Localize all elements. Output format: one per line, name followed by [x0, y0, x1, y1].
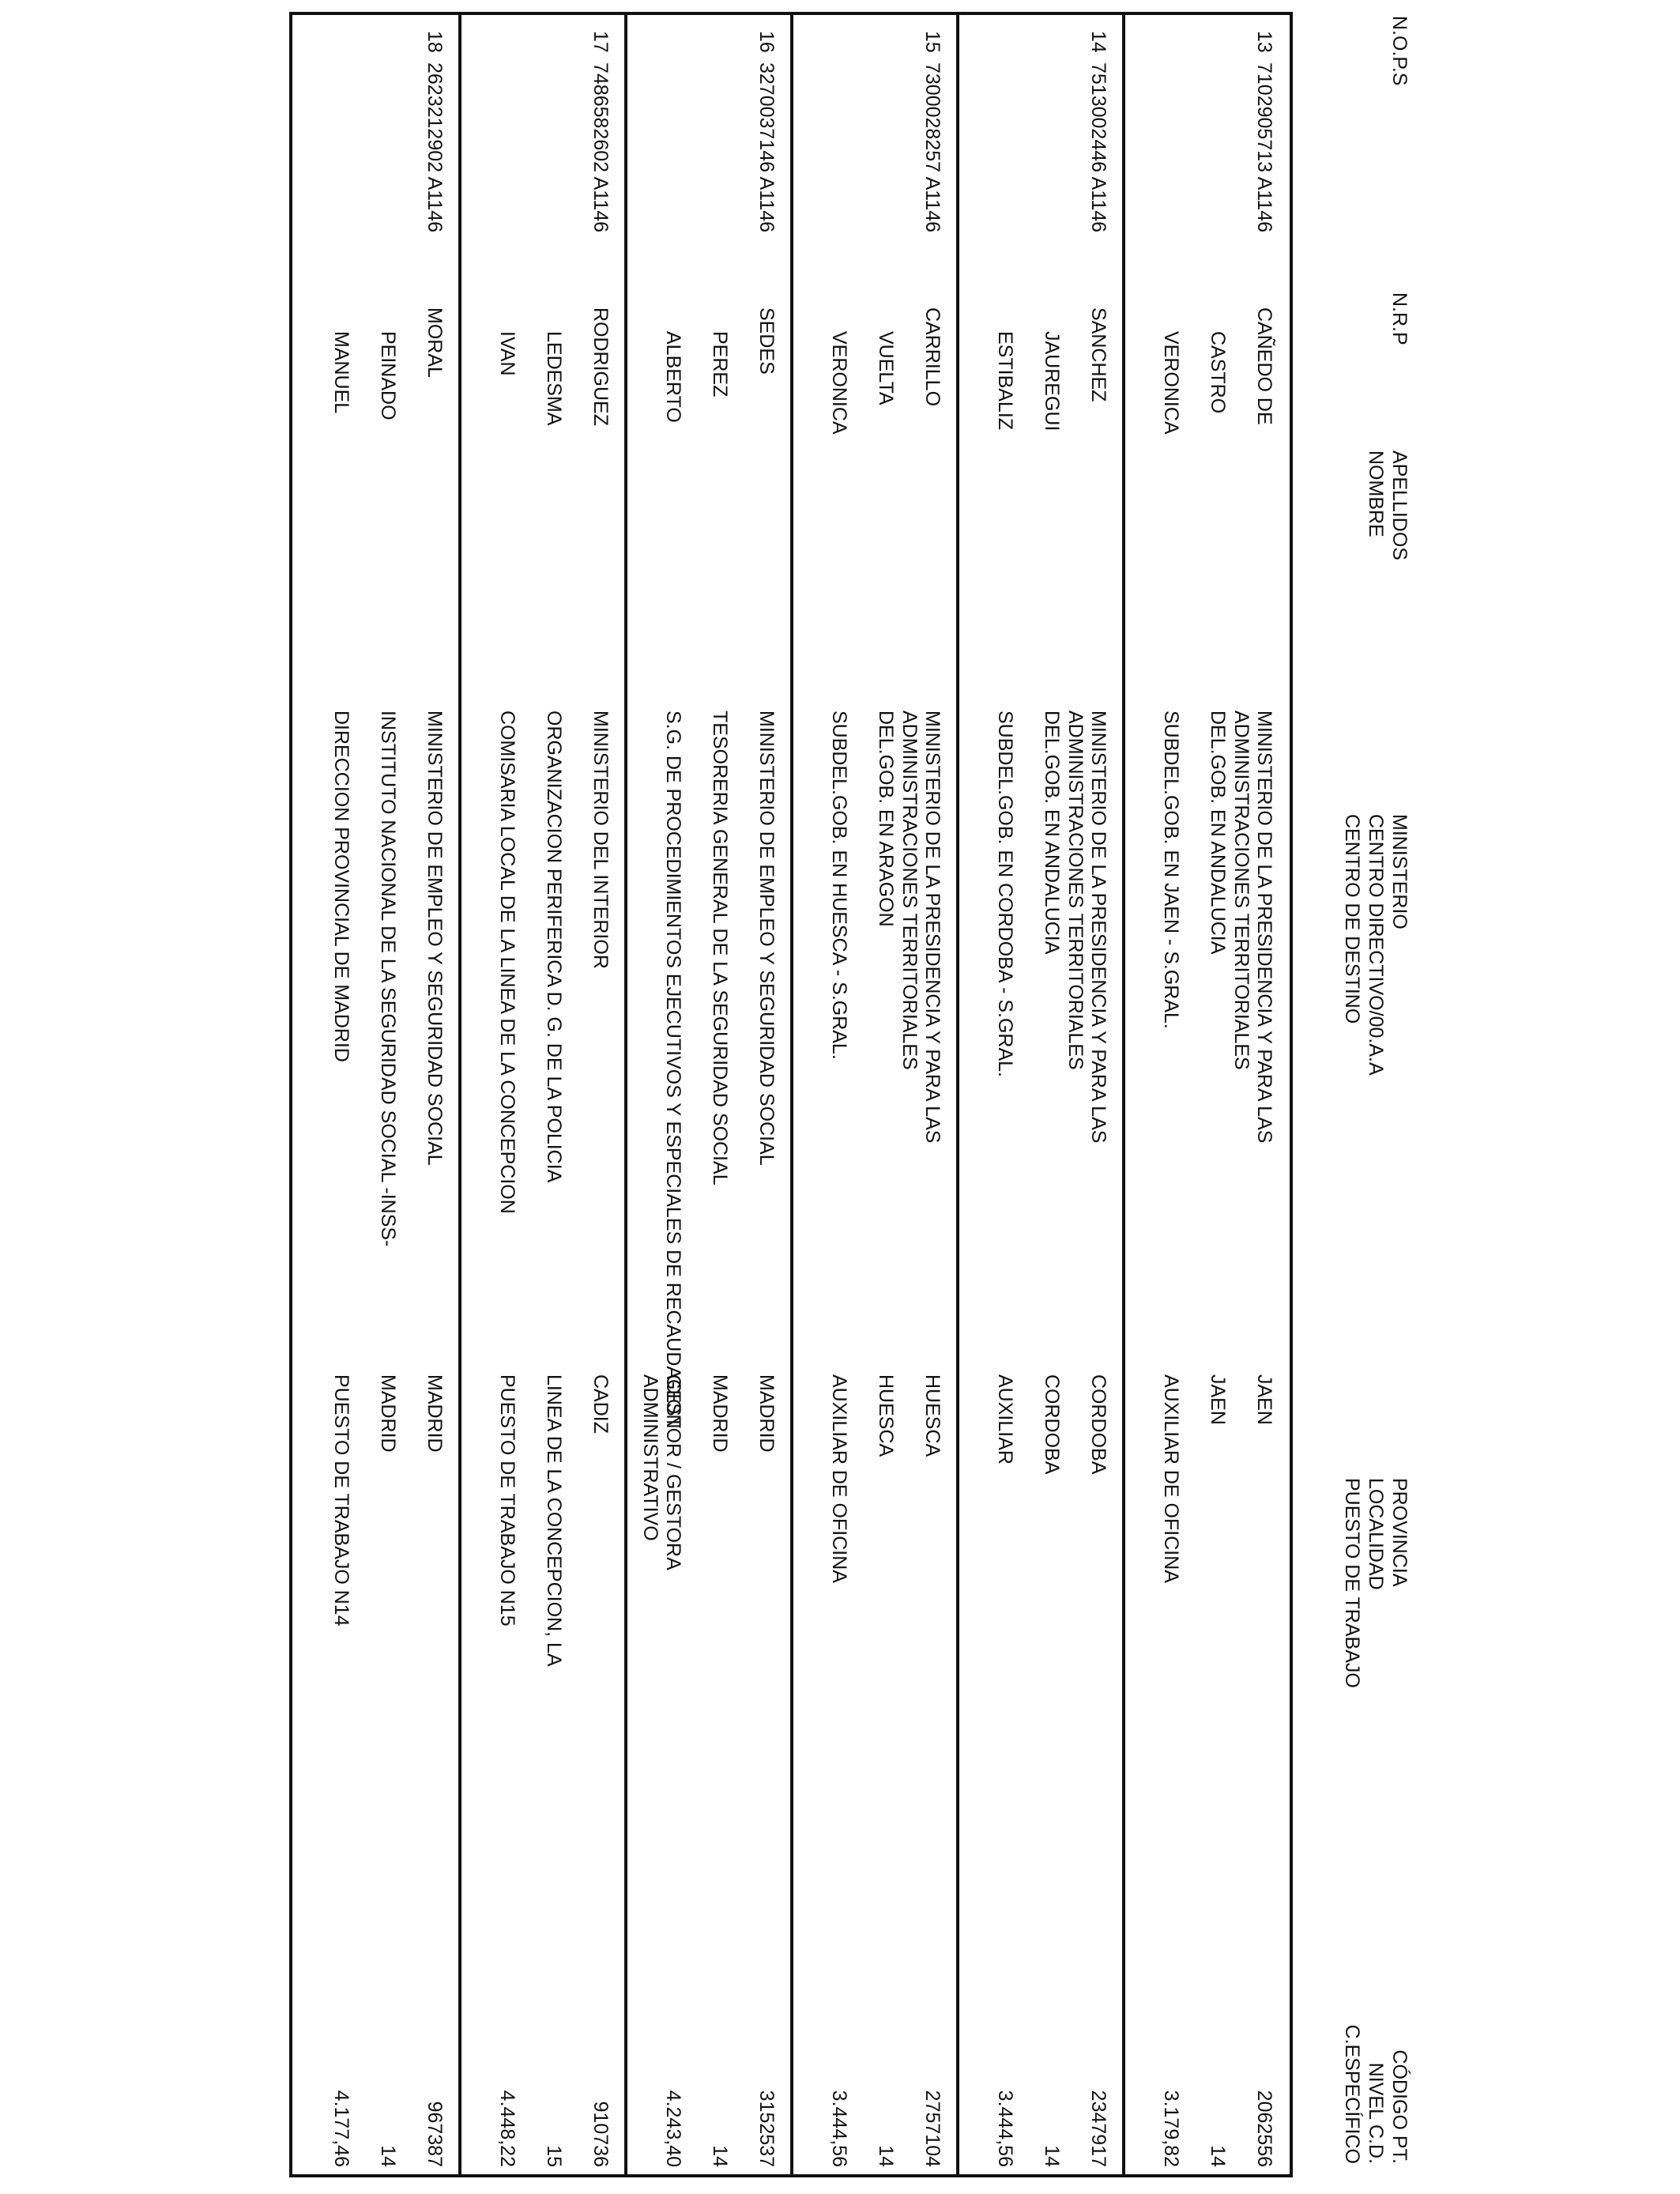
cell-nops: 18 [424, 31, 446, 53]
cell-nrp: 7486582602 A1146 [590, 62, 612, 233]
cell-puesto: AUXILIAR [994, 1374, 1016, 1465]
table-row [792, 15, 958, 2174]
cell-nivel: 15 [543, 2145, 565, 2167]
header-provincia-label: PROVINCIA [1388, 1478, 1411, 1587]
cell-nrp: 7513002446 A1146 [1087, 62, 1109, 233]
cell-apellido1: SANCHEZ [1087, 307, 1109, 402]
cell-especifico: 3.444,56 [994, 2090, 1016, 2167]
cell-codigo: 967387 [424, 2101, 446, 2167]
header-apellidos-label: APELLIDOS [1388, 450, 1411, 560]
cell-localidad: LINEA DE LA CONCEPCION, LA [543, 1374, 565, 1667]
table-row [958, 15, 1124, 2174]
cell-centro-directivo: DEL.GOB. EN ARAGON [875, 711, 897, 927]
cell-nombre: MANUEL [330, 331, 352, 414]
header-nops-label: N.O.P.S [1388, 16, 1411, 86]
cell-nops: 17 [590, 31, 612, 53]
cell-nivel: 14 [875, 2145, 897, 2167]
cell-puesto: AUXILIAR DE OFICINA [1160, 1374, 1182, 1583]
cell-centro-directivo: DEL.GOB. EN ANDALUCIA [1207, 711, 1229, 955]
header-centro-destino-label: CENTRO DE DESTINO [1341, 814, 1363, 1024]
cell-localidad: HUESCA [875, 1374, 897, 1457]
cell-ministerio: MINISTERIO DE LA PRESIDENCIA Y PARA LAS ADMINISTRACIONES TERRITORIALES [898, 711, 944, 1144]
header-nombre-label: NOMBRE [1365, 450, 1387, 537]
cell-apellido2: JAUREGUI [1041, 331, 1063, 432]
cell-centro-destino: COMISARIA LOCAL DE LA LINEA DE LA CONCEPCION [496, 711, 518, 1214]
cell-apellido2: CASTRO [1207, 331, 1229, 414]
cell-especifico: 4.177,46 [330, 2090, 352, 2167]
header-localidad-label: LOCALIDAD [1365, 1478, 1387, 1590]
header-name [1364, 450, 1411, 560]
cell-nombre: ALBERTO [662, 331, 684, 423]
header-centro-directivo-label: CENTRO DIRECTIVO/00.A.A [1365, 814, 1387, 1076]
cell-nops: 16 [755, 31, 778, 53]
cell-ministerio: MINISTERIO DE EMPLEO Y SEGURIDAD SOCIAL [755, 711, 778, 1166]
row-divider [1122, 15, 1125, 2174]
cell-provincia: HUESCA [921, 1374, 944, 1457]
header-nivel-label: NIVEL C.D. [1365, 2062, 1387, 2164]
cell-provincia: CORDOBA [1087, 1374, 1109, 1475]
cell-codigo: 2062556 [1253, 2090, 1275, 2167]
header-codes [1340, 2007, 1411, 2164]
row-divider [790, 15, 793, 2174]
cell-nombre: IVAN [496, 331, 518, 376]
cell-provincia: JAEN [1253, 1374, 1275, 1425]
cell-apellido1: SEDES [755, 307, 778, 375]
cell-especifico: 4.243,40 [662, 2090, 684, 2167]
header-location [1340, 1478, 1411, 1688]
cell-especifico: 3.179,82 [1160, 2090, 1182, 2167]
cell-centro-destino: DIRECCION PROVINCIAL DE MADRID [330, 711, 352, 1062]
cell-centro-destino: SUBDEL.GOB. EN JAEN - S.GRAL. [1160, 711, 1182, 1029]
cell-nombre: VERONICA [1160, 331, 1182, 435]
cell-apellido2: PEREZ [709, 331, 731, 398]
header-nops [1388, 16, 1411, 85]
cell-localidad: JAEN [1207, 1374, 1229, 1425]
cell-nrp: 7102905713 A1146 [1253, 62, 1275, 233]
cell-nrp: 3270037146 A1146 [755, 62, 778, 233]
cell-codigo: 2757104 [921, 2090, 944, 2167]
cell-puesto: GESTOR / GESTORA ADMINISTRATIVO [639, 1374, 684, 1570]
cell-ministerio: MINISTERIO DEL INTERIOR [590, 711, 612, 969]
cell-especifico: 3.444,56 [828, 2090, 850, 2167]
table-row [460, 15, 626, 2174]
cell-codigo: 910736 [590, 2101, 612, 2167]
header-especifico-label: C.ESPECÍFICO [1341, 2024, 1363, 2164]
cell-centro-directivo: INSTITUTO NACIONAL DE LA SEGURIDAD SOCIAL -INSS- [377, 711, 399, 1247]
cell-nivel: 14 [377, 2145, 399, 2167]
table-row [294, 15, 460, 2174]
cell-nivel: 14 [1207, 2145, 1229, 2167]
cell-provincia: MADRID [424, 1374, 446, 1453]
cell-provincia: MADRID [755, 1374, 778, 1453]
cell-centro-directivo: DEL.GOB. EN ANDALUCIA [1041, 711, 1063, 955]
cell-nivel: 14 [709, 2145, 731, 2167]
cell-centro-destino: SUBDEL.GOB. EN CORDOBA - S.GRAL. [994, 711, 1016, 1078]
cell-nops: 13 [1253, 31, 1275, 53]
results-table [289, 12, 1293, 2177]
cell-apellido1: CARRILLO [921, 307, 944, 407]
cell-apellido2: PEINADO [377, 331, 399, 420]
cell-apellido2: LEDESMA [543, 331, 565, 426]
cell-apellido1: CAÑEDO DE [1253, 307, 1275, 425]
table-row [626, 15, 792, 2174]
row-divider [458, 15, 461, 2174]
cell-provincia: CADIZ [590, 1374, 612, 1434]
cell-puesto: AUXILIAR DE OFICINA [828, 1374, 850, 1583]
cell-ministerio: MINISTERIO DE EMPLEO Y SEGURIDAD SOCIAL [424, 711, 446, 1166]
cell-centro-destino: SUBDEL.GOB. EN HUESCA - S.GRAL. [828, 711, 850, 1060]
header-nrp [1388, 292, 1411, 345]
cell-puesto: PUESTO DE TRABAJO N15 [496, 1374, 518, 1627]
cell-localidad: MADRID [377, 1374, 399, 1453]
cell-puesto: PUESTO DE TRABAJO N14 [330, 1374, 352, 1627]
cell-apellido1: RODRIGUEZ [590, 307, 612, 426]
cell-ministerio: MINISTERIO DE LA PRESIDENCIA Y PARA LAS ADMINISTRACIONES TERRITORIALES [1230, 711, 1275, 1144]
header-codigo-label: CÓDIGO PT. [1388, 2049, 1411, 2164]
cell-nrp: 7300028257 A1146 [921, 62, 944, 233]
cell-localidad: CORDOBA [1041, 1374, 1063, 1475]
cell-nops: 14 [1087, 31, 1109, 53]
cell-codigo: 3152537 [755, 2090, 778, 2167]
header-ministerio-label: MINISTERIO [1388, 814, 1411, 929]
cell-nops: 15 [921, 31, 944, 53]
cell-centro-directivo: TESORERIA GENERAL DE LA SEGURIDAD SOCIAL [709, 711, 731, 1186]
cell-nombre: VERONICA [828, 331, 850, 435]
cell-codigo: 2347917 [1087, 2090, 1109, 2167]
cell-nivel: 14 [1041, 2145, 1063, 2167]
header-puesto-label: PUESTO DE TRABAJO [1341, 1478, 1363, 1688]
header-destino [1340, 814, 1411, 1076]
cell-apellido2: VUELTA [875, 331, 897, 405]
cell-apellido1: MORAL [424, 307, 446, 378]
row-divider [624, 15, 627, 2174]
cell-centro-directivo: ORGANIZACION PERIFERICA D. G. DE LA POLICIA [543, 711, 565, 1183]
row-divider [956, 15, 959, 2174]
cell-especifico: 4.448,22 [496, 2090, 518, 2167]
cell-ministerio: MINISTERIO DE LA PRESIDENCIA Y PARA LAS ADMINISTRACIONES TERRITORIALES [1064, 711, 1109, 1144]
cell-nrp: 2623212902 A1146 [424, 62, 446, 233]
cell-nombre: ESTIBALIZ [994, 331, 1016, 431]
cell-localidad: MADRID [709, 1374, 731, 1453]
cell-centro-destino: S.G. DE PROCEDIMIENTOS EJECUTIVOS Y ESPECIALES DE RECAUDACION [662, 711, 684, 1429]
header-nrp-label: N.R.P [1388, 292, 1411, 345]
table-row [1124, 15, 1290, 2174]
